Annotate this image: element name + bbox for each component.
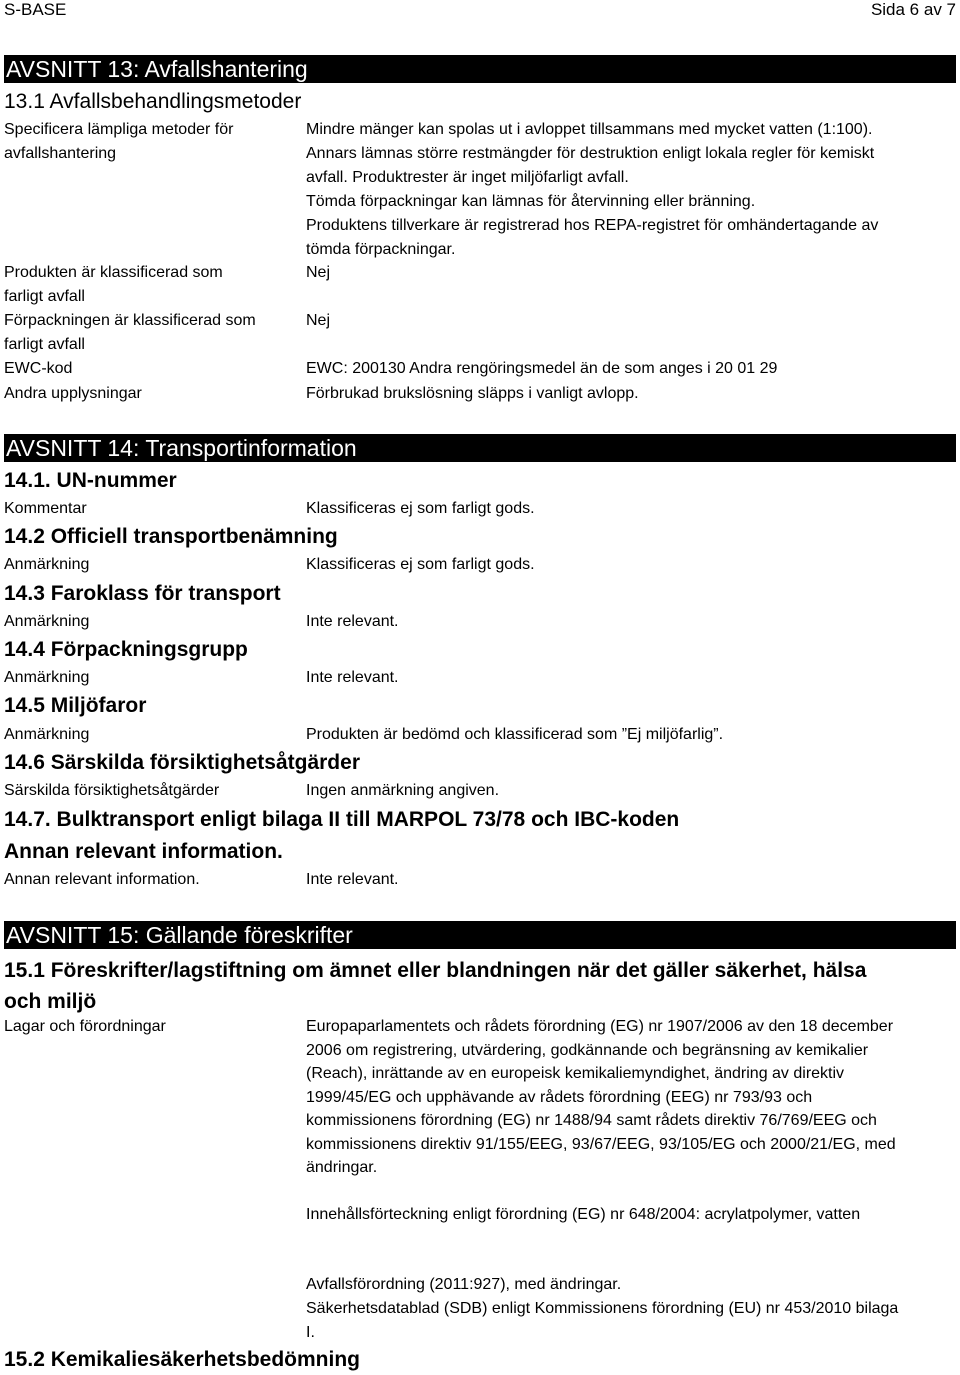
value-14-1: Klassificeras ej som farligt gods. <box>306 500 535 517</box>
page-header <box>0 0 960 20</box>
value-14-3: Inte relevant. <box>306 613 399 630</box>
subsection-14-4: 14.4 Förpackningsgrupp <box>4 638 248 661</box>
label-14-5: Anmärkning <box>4 726 90 743</box>
label-disposal-methods: Specificera lämpliga metoder för avfallshantering <box>4 121 234 162</box>
label-14-1: Kommentar <box>4 500 87 517</box>
section-14-title: AVSNITT 14: Transportinformation <box>4 434 956 462</box>
label-ewc: EWC-kod <box>4 360 73 377</box>
subsection-15-1: 15.1 Föreskrifter/lagstiftning om ämnet eller blandningen när det gäller säkerhet, hälsa och miljö <box>4 959 867 1013</box>
value-laws-reach: Europaparlamentets och rådets förordning (EG) nr 1907/2006 av den 18 december 2006 om registrering, utvärdering, godkännande och begränsning av kemikalier (Reach), inrättande av en europeisk kemikaliemyndighet, ändring av direktiv 1999/45/EG och upphävande av rådets förordning (EEG) nr 793/93 och kommissionens förordning (EG) nr 1488/94 samt rådets direktiv 76/769/EEG och kommissionens direktiv 91/155/EEG, 93/67/EEG, 93/105/EG och 2000/21/EG, med ändringar. <box>306 1018 896 1176</box>
subsection-13-1: 13.1 Avfallsbehandlingsmetoder <box>4 90 302 113</box>
value-14-4: Inte relevant. <box>306 669 399 686</box>
value-ingredients: Innehållsförteckning enligt förordning (EG) nr 648/2004: acrylatpolymer, vatten <box>306 1206 861 1223</box>
subsection-14-7: 14.7. Bulktransport enligt bilaga II till MARPOL 73/78 och IBC-koden <box>4 808 680 831</box>
label-product-hazardous: Produkten är klassificerad som farligt avfall <box>4 264 223 305</box>
label-14-6: Särskilda försiktighetsåtgärder <box>4 782 220 799</box>
label-packaging-hazardous: Förpackningen är klassificerad som farligt avfall <box>4 312 256 353</box>
value-14-5: Produkten är bedömd och klassificerad som ”Ej miljöfarlig”. <box>306 726 724 743</box>
subsection-14-6: 14.6 Särskilda försiktighetsåtgärder <box>4 751 360 774</box>
label-laws: Lagar och förordningar <box>4 1018 166 1035</box>
value-sds-regulation: Säkerhetsdatablad (SDB) enligt Kommissionens förordning (EU) nr 453/2010 bilaga I. <box>306 1300 899 1341</box>
label-14-2: Anmärkning <box>4 556 90 573</box>
value-waste-ordinance: Avfallsförordning (2011:927), med ändringar. <box>306 1276 622 1293</box>
subsection-15-2: 15.2 Kemikaliesäkerhetsbedömning <box>4 1348 360 1371</box>
label-14-4: Anmärkning <box>4 669 90 686</box>
subsection-other-info: Annan relevant information. <box>4 840 283 863</box>
page-number: Sida 6 av 7 <box>870 0 956 19</box>
label-other-relevant: Annan relevant information. <box>4 871 200 888</box>
label-14-3: Anmärkning <box>4 613 90 630</box>
section-15-title: AVSNITT 15: Gällande föreskrifter <box>4 921 956 949</box>
subsection-14-1: 14.1. UN-nummer <box>4 469 177 492</box>
label-other-info: Andra upplysningar <box>4 385 142 402</box>
value-14-2: Klassificeras ej som farligt gods. <box>306 556 535 573</box>
subsection-14-3: 14.3 Faroklass för transport <box>4 582 281 605</box>
value-repa: Produktens tillverkare är registrerad hos REPA-registret för omhändertagande av tömda förpackningar. <box>306 217 879 258</box>
value-product-hazardous: Nej <box>306 264 331 281</box>
value-14-6: Ingen anmärkning angiven. <box>306 782 500 799</box>
value-other-relevant: Inte relevant. <box>306 871 399 888</box>
subsection-14-2: 14.2 Officiell transportbenämning <box>4 525 338 548</box>
value-other-info: Förbrukad brukslösning släpps i vanligt avlopp. <box>306 385 639 402</box>
value-packaging-hazardous: Nej <box>306 312 331 329</box>
value-empty-packaging: Tömda förpackningar kan lämnas för återvinning eller bränning. <box>306 193 756 210</box>
value-ewc: EWC: 200130 Andra rengöringsmedel än de som anges i 20 01 29 <box>306 360 778 377</box>
document-name: S-BASE <box>4 0 67 19</box>
value-disposal-methods: Mindre mänger kan spolas ut i avloppet tillsammans med mycket vatten (1:100). Annars lämnas större restmängder för destruktion enligt lokala regler för kemiskt avfall. Produktrester är inget miljöfarligt avfall. <box>306 121 875 186</box>
subsection-14-5: 14.5 Miljöfaror <box>4 694 147 717</box>
section-13-title: AVSNITT 13: Avfallshantering <box>4 55 956 83</box>
